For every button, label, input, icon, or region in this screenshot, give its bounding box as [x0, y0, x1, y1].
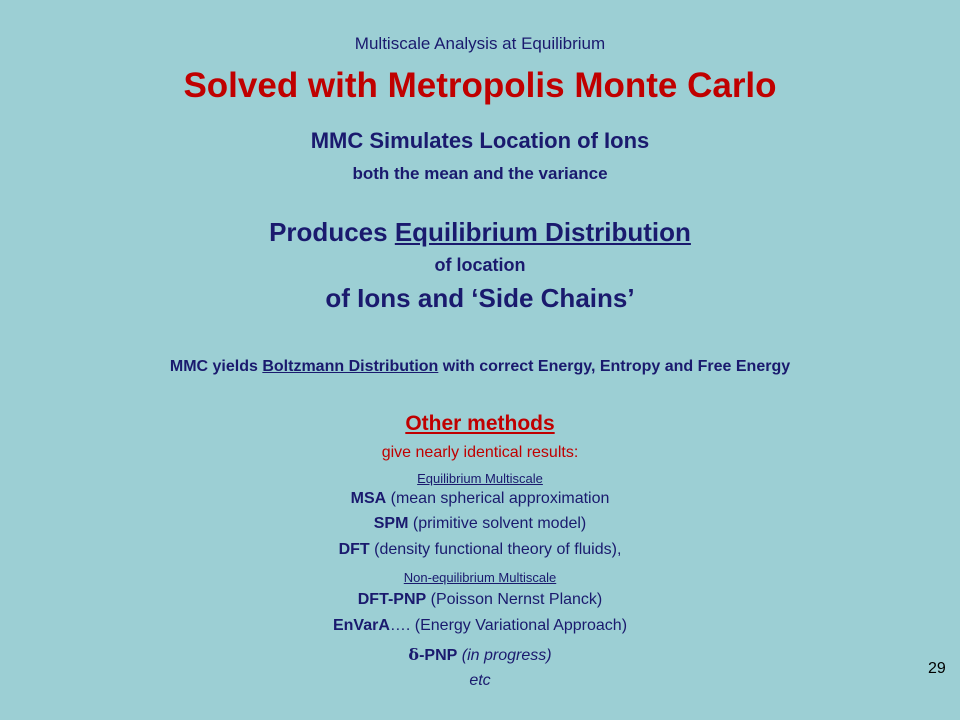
method-name: DFT [338, 541, 370, 558]
method-desc: (primitive solvent model) [408, 515, 587, 532]
other-methods-heading: Other methods [405, 412, 555, 435]
method-name: MSA [350, 490, 387, 507]
mean-variance-line: both the mean and the variance [352, 164, 608, 183]
method-name: DFT-PNP [357, 591, 427, 608]
boltzmann-prefix: MMC yields [169, 358, 263, 375]
method-envara [0, 617, 960, 635]
slide-title: Solved with Metropolis Monte Carlo [183, 66, 777, 105]
equilibrium-distribution-text: Equilibrium Distribution [394, 217, 691, 247]
method-delta-pnp [0, 645, 960, 665]
method-msa [0, 490, 960, 508]
method-dft [0, 541, 960, 559]
boltzmann-line [0, 358, 960, 376]
boltzmann-distribution-text: Boltzmann Distribution [262, 358, 439, 375]
method-desc: …. (Energy Variational Approach) [389, 617, 628, 634]
method-desc: (density functional theory of fluids), [369, 541, 622, 558]
slide-subtitle: Multiscale Analysis at Equilibrium [354, 34, 606, 53]
mmc-simulates-line: MMC Simulates Location of Ions [310, 128, 650, 153]
method-spm [0, 515, 960, 533]
nearly-identical-line: give nearly identical results: [381, 444, 579, 461]
method-desc: (mean spherical approximation [386, 490, 610, 507]
method-name: EnVarA [332, 617, 390, 634]
etc-line: etc [469, 672, 491, 689]
boltzmann-suffix: with correct Energy, Entropy and Free Energy [438, 358, 791, 375]
of-location-line: of location [434, 255, 526, 275]
method-name: SPM [373, 515, 409, 532]
equilibrium-multiscale-label: Equilibrium Multiscale [417, 471, 543, 486]
page-number: 29 [928, 660, 946, 677]
method-name: -PNP [419, 647, 458, 664]
delta-symbol: δ [408, 645, 420, 664]
produces-prefix: Produces [269, 217, 395, 247]
ions-side-chains-line: of Ions and ‘Side Chains’ [325, 283, 635, 313]
method-desc: (Poisson Nernst Planck) [426, 591, 603, 608]
non-equilibrium-multiscale-label: Non-equilibrium Multiscale [403, 570, 557, 585]
method-desc: (in progress) [457, 647, 552, 664]
method-dft-pnp [0, 591, 960, 609]
produces-line [0, 217, 960, 248]
